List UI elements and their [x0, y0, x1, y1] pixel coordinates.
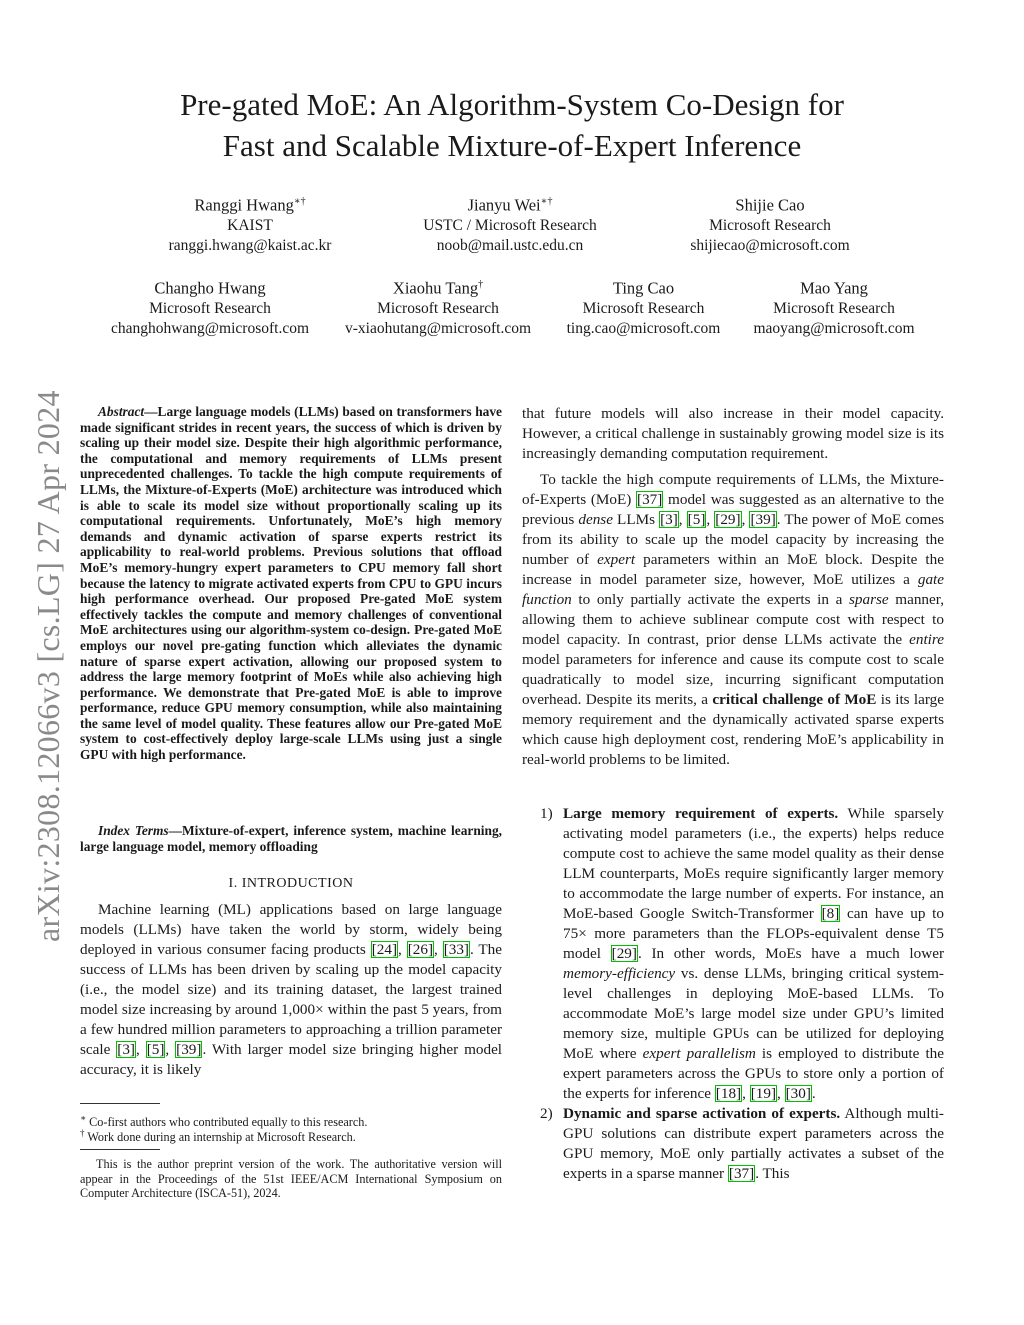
list-number: 1) — [540, 805, 553, 822]
preprint-notice: This is the author preprint version of the work. The authoritative version will appear in the Proceedings of the 51st IEEE/ACM International Symposium on Computer Architecture (ISCA-51), 2024. — [80, 1157, 502, 1200]
citation-link[interactable]: [5] — [146, 1041, 165, 1058]
abstract — [80, 404, 502, 763]
footnote-internship: † Work done during an internship at Microsoft Research. — [80, 1128, 356, 1145]
citation-link[interactable]: [30] — [785, 1085, 811, 1102]
author-block — [670, 192, 870, 256]
author-marks: ∗† — [540, 196, 553, 207]
author-email[interactable]: ranggi.hwang@kaist.ac.kr — [168, 236, 332, 254]
citation-link[interactable]: [3] — [660, 511, 678, 528]
author-affiliation: USTC / Microsoft Research — [423, 216, 597, 234]
author-name: Ranggi Hwang — [194, 195, 294, 215]
footnote-cofirst: ∗ Co-first authors who contributed equally to this research. — [80, 1113, 368, 1130]
author-marks: ∗† — [293, 196, 306, 207]
citation-link[interactable]: [5] — [687, 511, 706, 528]
author-affiliation: Microsoft Research — [709, 216, 831, 234]
abstract-text: —Large language models (LLMs) based on transformers have made significant strides in recent years, the success of which is driven by scaling up their model size. Despite their high algorithmic performance, the computational and memory requirements of LLMs present unprecedented challenges. To tackle the high compute requirements of LLMs, the Mixture-of-Experts (MoE) architecture was introduced which is able to scale its model size without proportionally scaling up its computational requirements. Unfortunately, MoE’s high memory demands and dynamic activation of sparse experts restrict its applicability to real-world problems. Previous solutions that offload MoE’s memory-hungry expert parameters to CPU memory fall short because the latency to migrate activated experts from CPU to GPU incurs high performance overhead. Our proposed Pre-gated MoE system effectively tackles the compute and memory challenges of conventional MoE architectures using our algorithm-system co-design. Pre-gated MoE employs our novel pre-gating function which alleviates the dynamic nature of sparse expert activation, allowing our proposed system to address the large memory footprint of MoEs while also achieving high performance. We demonstrate that Pre-gated MoE is able to improve performance, reduce GPU memory consumption, while also maintaining the same level of model quality. These features allow our Pre-gated MoE system to cost-effectively deploy large-scale LLMs using just a single GPU with high performance. — [80, 404, 502, 763]
author-block — [100, 275, 320, 339]
author-marks: † — [478, 279, 484, 290]
citation-link[interactable]: [39] — [176, 1041, 202, 1058]
citation-link[interactable]: [39] — [750, 511, 776, 528]
author-affiliation: Microsoft Research — [377, 299, 499, 317]
citation-link[interactable]: [24] — [371, 941, 398, 958]
author-name: Xiaohu Tang — [392, 278, 479, 298]
author-email[interactable]: noob@mail.ustc.edu.cn — [436, 236, 584, 254]
author-block — [390, 192, 630, 256]
list-number: 2) — [540, 1105, 553, 1122]
index-terms-label: Index Terms — [98, 823, 169, 838]
author-email[interactable]: maoyang@microsoft.com — [753, 319, 915, 337]
section-heading: I. INTRODUCTION — [228, 876, 354, 891]
citation-link[interactable]: [8] — [821, 905, 840, 922]
author-affiliation: Microsoft Research — [149, 299, 271, 317]
author-email[interactable]: changhohwang@microsoft.com — [110, 319, 310, 337]
author-affiliation: Microsoft Research — [582, 299, 705, 317]
author-block — [150, 192, 350, 256]
author-name: Jianyu Wei — [467, 195, 541, 215]
author-name: Mao Yang — [800, 278, 868, 298]
author-email[interactable]: ting.cao@microsoft.com — [566, 319, 721, 337]
footnote-rule — [80, 1103, 160, 1104]
author-name: Shijie Cao — [735, 195, 805, 215]
list-item: 1) Large memory requirement of experts. While sparsely activating model parameters (i.e., the experts) helps reduce compute cost to achieve the same model quality as their dense LLM counterparts, MoEs require significantly larger memory to accommodate the large number of experts. For instance, an MoE-based Google Switch-Transformer [8] can have up to 75× more parameters than the FLOPs-equivalent dense T5 model [29]. In other words, MoEs have a much lower memory-efficiency vs. dense LLMs, bringing critical system-level challenges in deploying MoE-based LLMs. To accommodate MoE’s large model size under GPU’s limited memory size, multiple GPUs can be utilized for deploying MoE where expert parallelism is employed to distribute the expert parameters across the GPUs to store only a portion of the experts for inference [18], [19], [30]. — [540, 805, 945, 1102]
index-terms — [80, 823, 502, 854]
title-line-1: Pre-gated MoE: An Algorithm-System Co-Design for — [180, 87, 844, 122]
citation-link[interactable]: [37] — [637, 491, 663, 508]
abstract-label: Abstract — [98, 404, 145, 419]
citation-link[interactable]: [26] — [407, 941, 434, 958]
author-affiliation: KAIST — [227, 216, 273, 234]
author-email[interactable]: v-xiaohutang@microsoft.com — [344, 319, 532, 337]
author-block — [333, 275, 543, 339]
paragraph: To tackle the high compute requirements of LLMs, the Mixture-of-Experts (MoE) [37] model was suggested as an alternative to the previous dense LLMs [3], [5], [29], [39]. The power of MoE comes from its ability to scale up the model capacity by increasing the number of expert parameters within an MoE block. Despite the increase in model parameter size, however, MoE utilizes a gate function to only partially activate the experts in a sparse manner, allowing them to achieve sublinear compute cost with respect to model capacity. In contrast, prior dense LLMs activate the entire model parameters for inference and cause its compute cost to scale quadratically to model size, incurring significant computation overhead. Despite its merits, a critical challenge of MoE is its large memory requirement and the dynamically activated sparse experts which cause high deployment cost, rendering MoE’s applicability in real-world problems to be limited. — [522, 471, 945, 768]
right-column-text — [522, 404, 944, 770]
title-line-2: Fast and Scalable Mixture-of-Expert Inference — [222, 128, 802, 163]
list-item: 2) Dynamic and sparse activation of experts. Although multi-GPU solutions can distribute expert parameters across the GPU memory, MoE only partially activates a subset of the experts in a sparse manner [37]. This — [540, 1105, 944, 1182]
author-email[interactable]: shijiecao@microsoft.com — [690, 236, 850, 254]
author-name: Changho Hwang — [154, 278, 266, 298]
paper-title — [80, 84, 944, 166]
author-affiliation: Microsoft Research — [773, 299, 895, 317]
index-terms-text: —Mixture-of-expert, inference system, machine learning, large language model, memory offloading — [80, 823, 503, 854]
intro-paragraph: Machine learning (ML) applications based on large language models (LLMs) have taken the world by storm, widely being deployed in various consumer facing products [24], [26], [33]. The success of LLMs has been driven by scaling up the model capacity (i.e., the model size) and its training dataset, the largest trained model size increasing by around 1,000× within the past 5 years, from a few hundred million parameters to approaching a trillion parameter scale [3], [5], [39]. With larger model size bringing higher model accuracy, it is likely — [80, 901, 503, 1078]
author-name: Ting Cao — [612, 278, 675, 298]
citation-link[interactable]: [29] — [611, 945, 637, 962]
paragraph: that future models will also increase in their model capacity. However, a critical challenge in sustainably growing model size is its increasingly demanding computation requirement. — [522, 405, 944, 462]
citation-link[interactable]: [33] — [443, 941, 469, 958]
citation-link[interactable]: [37] — [728, 1165, 755, 1182]
citation-link[interactable]: [29] — [715, 511, 741, 528]
arxiv-identifier: arXiv:2308.12066v3 [cs.LG] 27 Apr 2024 — [30, 390, 66, 942]
citation-link[interactable]: [3] — [117, 1041, 135, 1058]
challenge-list — [522, 804, 944, 1184]
author-block — [556, 275, 731, 339]
footnote-rule — [80, 1149, 160, 1150]
citation-link[interactable]: [18] — [715, 1085, 742, 1102]
citation-link[interactable]: [19] — [750, 1085, 777, 1102]
author-block — [745, 275, 923, 339]
